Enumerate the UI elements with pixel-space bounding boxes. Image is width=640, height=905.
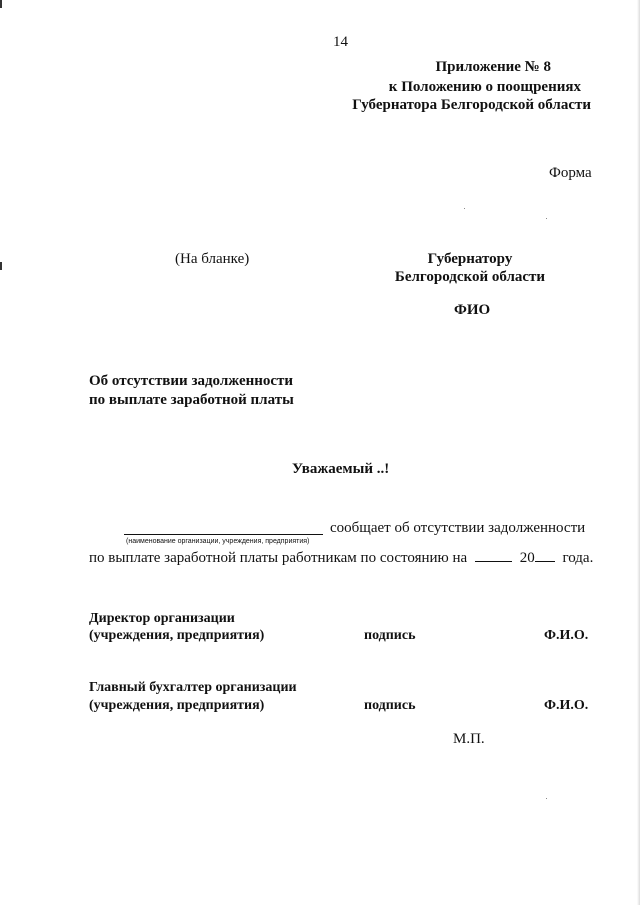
addressee-line-1: Губернатору xyxy=(427,251,513,267)
subject-line-1: Об отсутствии задолженности xyxy=(89,373,294,389)
scan-speck xyxy=(464,208,465,209)
stamp-label: М.П. xyxy=(453,731,485,747)
org-name-hint: (наименование организации, учреждения, предприятия) xyxy=(126,538,310,545)
form-label: Форма xyxy=(549,165,592,181)
director-signature-label: подпись xyxy=(364,628,416,643)
date-blank xyxy=(475,549,512,562)
scan-speck xyxy=(546,218,547,219)
year-suffix: года. xyxy=(562,550,594,566)
accountant-name-label: Ф.И.О. xyxy=(544,698,589,713)
appendix-line-1: Приложение № 8 xyxy=(435,59,551,75)
accountant-role-line-2: (учреждения, предприятия) xyxy=(89,698,265,713)
body-line-2-text: по выплате заработной платы работникам по состоянию на xyxy=(89,550,468,566)
accountant-signature-label: подпись xyxy=(364,698,416,713)
body-line-1: сообщает об отсутствии задолженности xyxy=(330,520,586,536)
director-role-line-2: (учреждения, предприятия) xyxy=(89,628,265,643)
accountant-role-line-1: Главный бухгалтер организации xyxy=(89,680,297,695)
director-role-line-1: Директор организации xyxy=(89,611,235,626)
scan-mark-top xyxy=(0,0,2,8)
year-blank xyxy=(535,549,555,562)
page-number: 14 xyxy=(333,34,348,50)
letterhead-note: (На бланке) xyxy=(175,251,250,267)
appendix-line-3: Губернатора Белгородской области xyxy=(352,97,591,113)
subject-line-2: по выплате заработной платы xyxy=(89,392,294,408)
director-name-label: Ф.И.О. xyxy=(544,628,589,643)
body-line-2 xyxy=(89,549,593,567)
appendix-line-2: к Положению о поощрениях xyxy=(388,79,581,95)
addressee-name: ФИО xyxy=(454,302,491,318)
scan-mark-middle xyxy=(0,262,2,270)
greeting: Уважаемый ..! xyxy=(292,461,390,477)
scan-speck xyxy=(546,798,547,799)
org-name-blank xyxy=(124,520,323,535)
year-prefix: 20 xyxy=(519,550,535,566)
addressee-line-2: Белгородской области xyxy=(394,269,546,285)
